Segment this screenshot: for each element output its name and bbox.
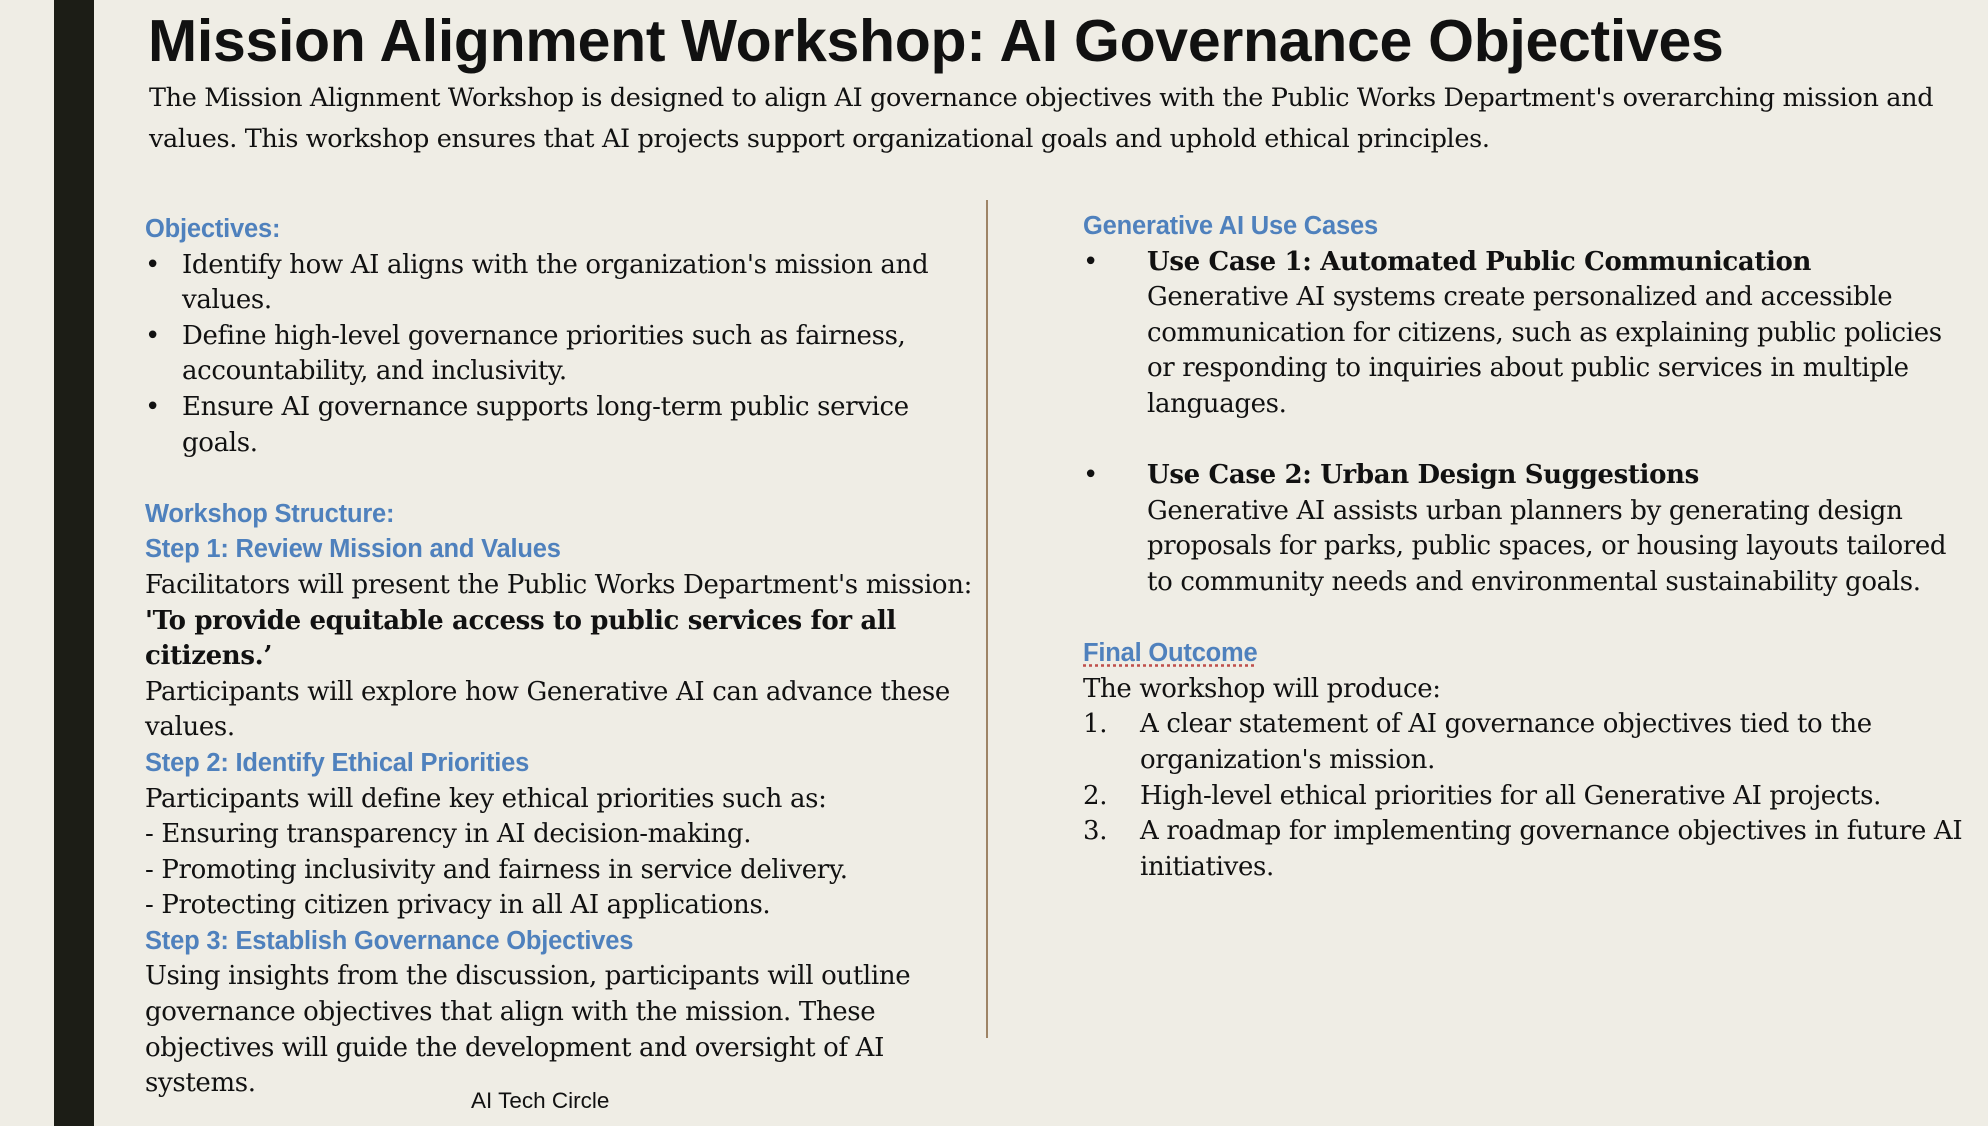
list-item xyxy=(1083,814,1963,885)
list-item xyxy=(145,319,975,390)
outcomes-list xyxy=(1083,707,1963,885)
mission-statement: 'To provide equitable access to public services for all citizens.’ xyxy=(145,605,896,672)
list-item xyxy=(1083,779,1963,815)
final-outcome-heading: Final Outcome xyxy=(1083,639,1258,668)
step1-text: Facilitators will present the Public Works Department's mission: xyxy=(145,569,973,600)
list-item: - Protecting citizen privacy in all AI applications. xyxy=(145,890,771,921)
list-number: 2. xyxy=(1083,780,1108,811)
usecase-text: Generative AI assists urban planners by generating design proposals for parks, public spaces, or housing layouts tailored to community needs and environmental sustainability goals. xyxy=(1147,495,1947,597)
list-item: - Promoting inclusivity and fairness in service delivery. xyxy=(145,854,848,885)
step3-heading: Step 3: Establish Governance Objectives xyxy=(145,926,634,955)
column-divider xyxy=(986,200,988,1038)
step1-text-2: Participants will explore how Generative AI can advance these values. xyxy=(145,676,950,743)
list-item: - Ensuring transparency in AI decision-making. xyxy=(145,819,752,850)
step2-intro: Participants will define key ethical priorities such as: xyxy=(145,783,827,814)
bullet-icon: • xyxy=(1083,460,1098,491)
objective-text: Ensure AI governance supports long-term public service goals. xyxy=(182,391,909,458)
usecase-text: Generative AI systems create personalized and accessible communication for citizens, such as explaining public policies or responding to inquiries about public services in multiple languages. xyxy=(1147,282,1942,419)
usecase-item xyxy=(1083,245,1963,423)
list-item xyxy=(145,248,975,319)
objective-text: Define high-level governance priorities such as fairness, accountability, and inclusivity. xyxy=(182,320,906,387)
objectives-heading: Objectives: xyxy=(145,215,281,243)
list-number: 1. xyxy=(1083,709,1108,740)
left-column xyxy=(145,212,975,1102)
usecase-title: Use Case 1: Automated Public Communication xyxy=(1147,246,1812,277)
step2-heading: Step 2: Identify Ethical Priorities xyxy=(145,748,530,777)
list-item xyxy=(145,390,975,461)
intro-paragraph: The Mission Alignment Workshop is designed to align AI governance objectives with the Public Works Department's overarching mission and values. This workshop ensures that AI projects support organizational goals and uphold ethical principles. xyxy=(149,83,1934,154)
workshop-structure-heading: Workshop Structure: xyxy=(145,499,395,528)
step1-heading: Step 1: Review Mission and Values xyxy=(145,535,561,564)
footer-text: AI Tech Circle xyxy=(471,1088,610,1113)
list-item xyxy=(1083,707,1963,778)
right-column xyxy=(1083,209,1963,885)
bullet-icon: • xyxy=(145,391,160,422)
outcome-text: High-level ethical priorities for all Generative AI projects. xyxy=(1140,780,1882,811)
outcome-intro: The workshop will produce: xyxy=(1083,673,1441,704)
slide-title: Mission Alignment Workshop: AI Governance Objectives xyxy=(148,8,1724,74)
objective-text: Identify how AI aligns with the organization's mission and values. xyxy=(182,249,929,316)
usecase-item xyxy=(1083,458,1963,600)
accent-bar xyxy=(54,0,94,1126)
usecase-title: Use Case 2: Urban Design Suggestions xyxy=(1147,460,1699,491)
bullet-icon: • xyxy=(1083,246,1098,277)
usecases-heading: Generative AI Use Cases xyxy=(1083,212,1378,240)
bullet-icon: • xyxy=(145,320,160,351)
outcome-text: A clear statement of AI governance objectives tied to the organization's mission. xyxy=(1140,709,1872,775)
step3-text: Using insights from the discussion, participants will outline governance objectives that align with the mission. These objectives will guide the development and oversight of AI systems. xyxy=(145,961,911,1099)
outcome-text: A roadmap for implementing governance objectives in future AI initiatives. xyxy=(1140,816,1963,882)
list-number: 3. xyxy=(1083,816,1108,847)
bullet-icon: • xyxy=(145,249,160,280)
objectives-list xyxy=(145,248,975,462)
